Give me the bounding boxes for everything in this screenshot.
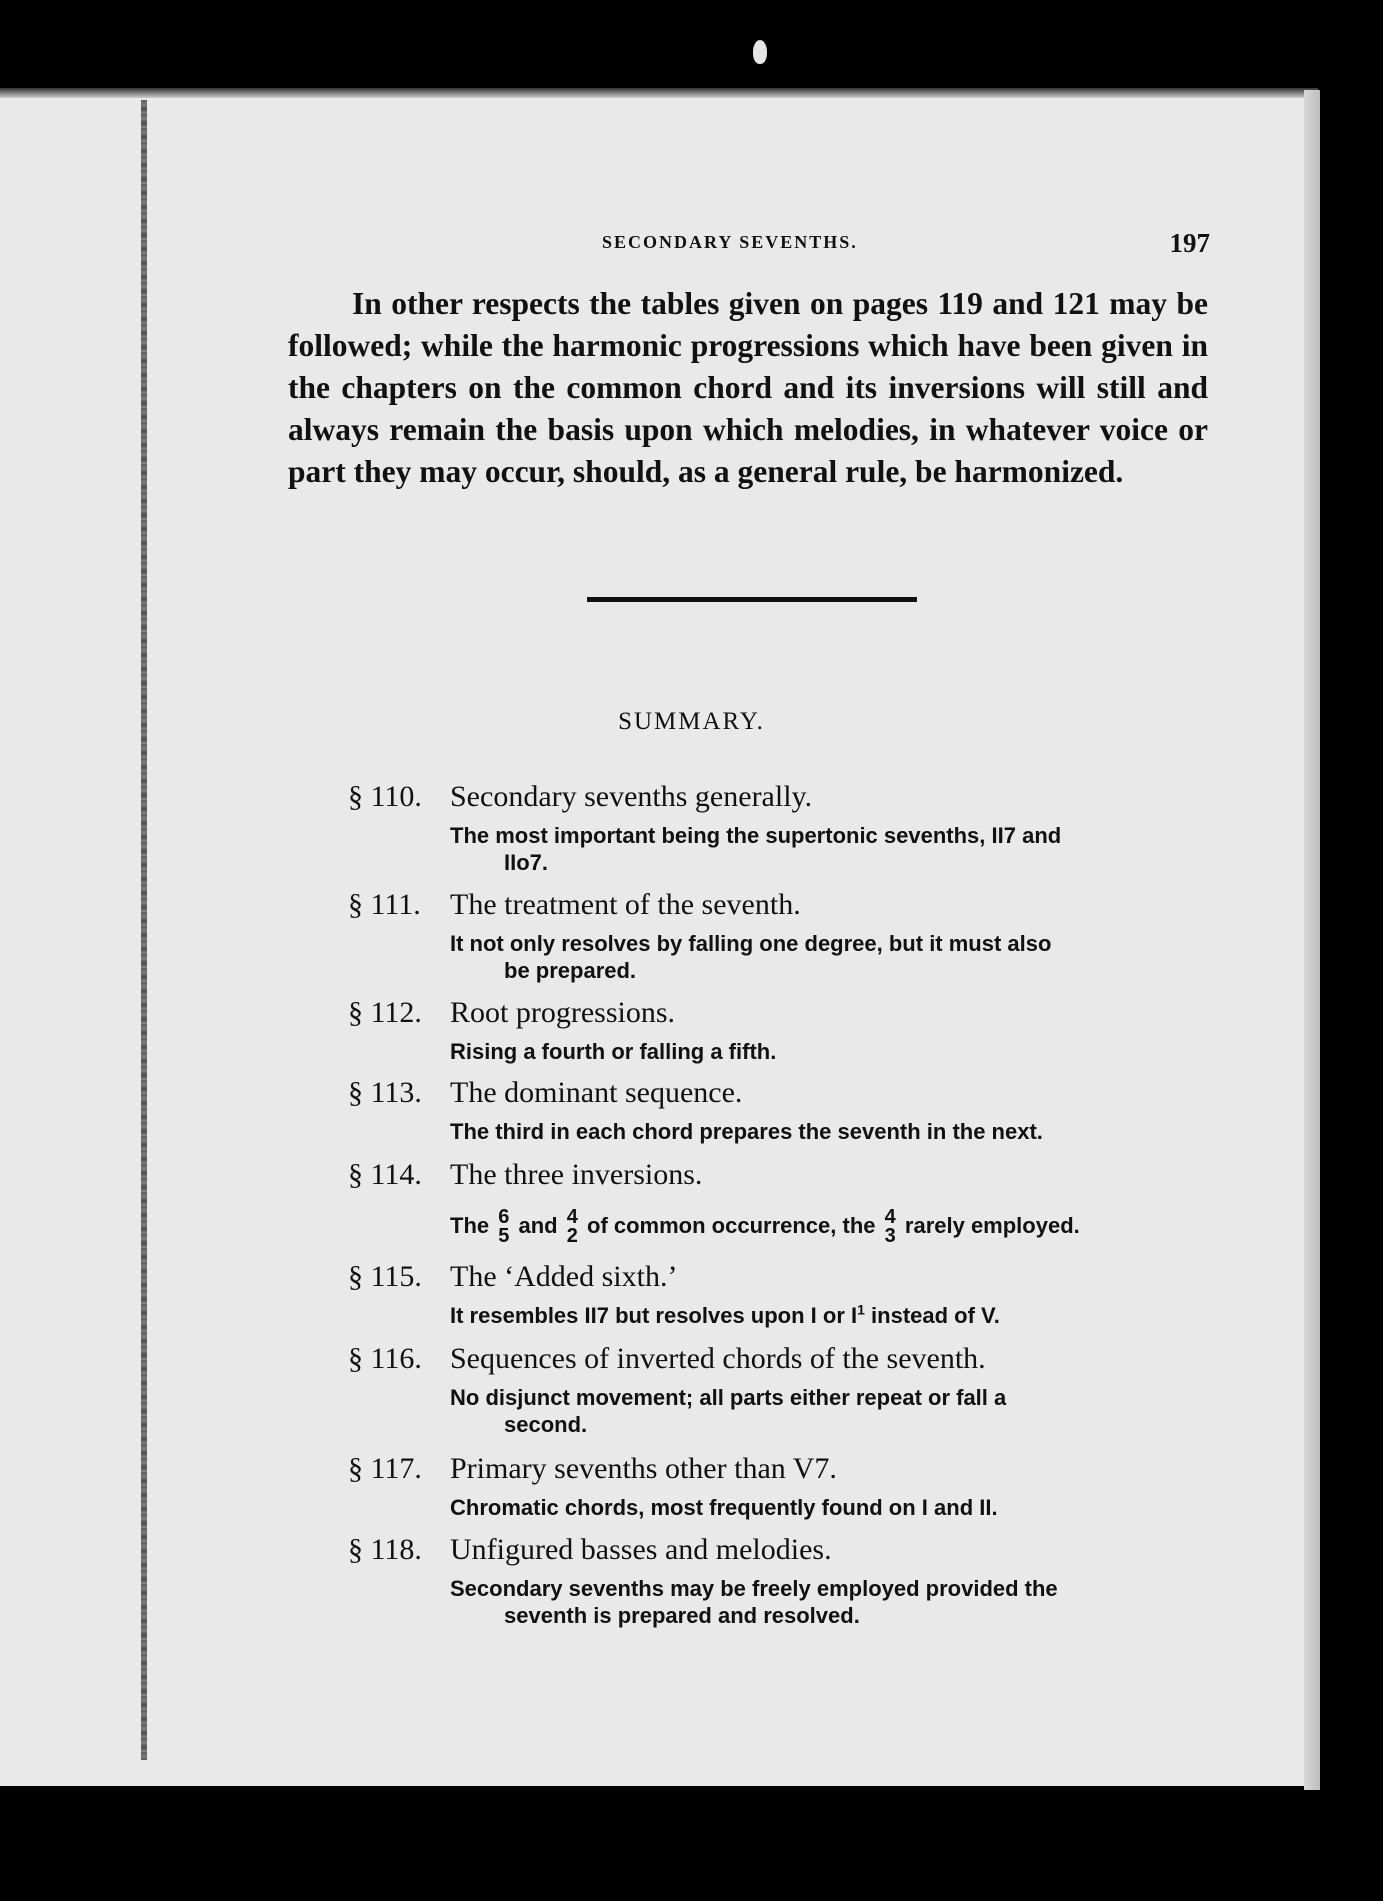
binding-edge: [141, 100, 147, 1760]
section-number: § 114.: [348, 1158, 422, 1191]
page-top-edge: [0, 88, 1318, 98]
section-number: § 116.: [348, 1342, 422, 1375]
section-number: § 112.: [348, 996, 422, 1029]
entry-note: Chromatic chords, most frequently found on I and II.: [450, 1495, 998, 1520]
section-number: § 111.: [348, 888, 421, 921]
figure-bottom: 5: [498, 1225, 510, 1247]
note-text: No disjunct movement; all parts either repeat or fall a: [450, 1385, 1007, 1410]
note-text: It not only resolves by falling one degree, but it must also: [450, 931, 1052, 956]
running-head: SECONDARY SEVENTHS.: [602, 232, 858, 252]
entry-heading: The treatment of the seventh.: [450, 888, 801, 921]
figure-top: 4: [566, 1206, 578, 1228]
entry-heading: Unfigured basses and melodies.: [450, 1533, 832, 1566]
figured-bass-4-3: [885, 1208, 896, 1246]
note-text: of common occurrence, the: [587, 1212, 876, 1238]
entry-heading: The ‘Added sixth.’: [450, 1260, 678, 1293]
note-text: rarely employed.: [904, 1212, 1080, 1238]
note-continuation: second.: [504, 1412, 588, 1437]
entry-note: [450, 930, 1208, 984]
entry-heading: Sequences of inverted chords of the seventh.: [450, 1342, 986, 1375]
entry-note: [450, 822, 1208, 876]
note-text: It resembles II7 but resolves upon I or I: [450, 1303, 858, 1328]
note-text: and: [518, 1212, 558, 1238]
note-text: The: [450, 1212, 490, 1238]
entry-note: [450, 1384, 1208, 1438]
section-divider-rule: [587, 597, 917, 602]
figure-top: 6: [498, 1206, 510, 1228]
note-continuation: be prepared.: [504, 958, 637, 983]
section-number: § 110.: [348, 780, 422, 813]
note-text: The most important being the supertonic sevenths, II7 and: [450, 823, 1062, 848]
note-continuation: seventh is prepared and resolved.: [504, 1603, 860, 1628]
entry-note: Rising a fourth or falling a fifth.: [450, 1039, 777, 1064]
scan-mark: [753, 40, 767, 64]
entry-heading: The dominant sequence.: [450, 1076, 743, 1109]
figure-top: 4: [884, 1206, 896, 1228]
page-header: [290, 228, 1210, 268]
section-number: § 115.: [348, 1260, 422, 1293]
entry-note: [450, 1302, 1208, 1329]
note-text: instead of V.: [864, 1303, 1000, 1328]
entry-note: [450, 1575, 1208, 1629]
note-text: Secondary sevenths may be freely employed provided the: [450, 1576, 1058, 1601]
entry-heading: The three inversions.: [450, 1158, 703, 1191]
page-right-edge: [1304, 90, 1320, 1790]
entry-note: The third in each chord prepares the seventh in the next.: [450, 1119, 1043, 1144]
figured-bass-4-2: [567, 1208, 578, 1246]
entry-note: [450, 1208, 1208, 1246]
note-continuation: IIo7.: [504, 850, 549, 875]
figure-bottom: 2: [566, 1225, 578, 1247]
summary-title: SUMMARY.: [618, 708, 765, 735]
section-number: § 118.: [348, 1533, 422, 1566]
body-paragraph: In other respects the tables given on pages 119 and 121 may be followed; while the harmonic progressions which have been given in the chapters on the common chord and its inversions will still and always remain the basis upon which melodies, in whatever voice or part they may occur, should, as a general rule, be harmonized.: [288, 286, 1208, 489]
entry-heading: Secondary sevenths generally.: [450, 780, 813, 813]
entry-heading: Primary sevenths other than V7.: [450, 1452, 837, 1485]
page-number: 197: [1169, 228, 1210, 258]
figure-bottom: 3: [884, 1225, 896, 1247]
entry-heading: Root progressions.: [450, 996, 675, 1029]
section-number: § 113.: [348, 1076, 422, 1109]
superscript: 1: [857, 1301, 865, 1318]
figured-bass-6-5: [498, 1208, 509, 1246]
section-number: § 117.: [348, 1452, 422, 1485]
